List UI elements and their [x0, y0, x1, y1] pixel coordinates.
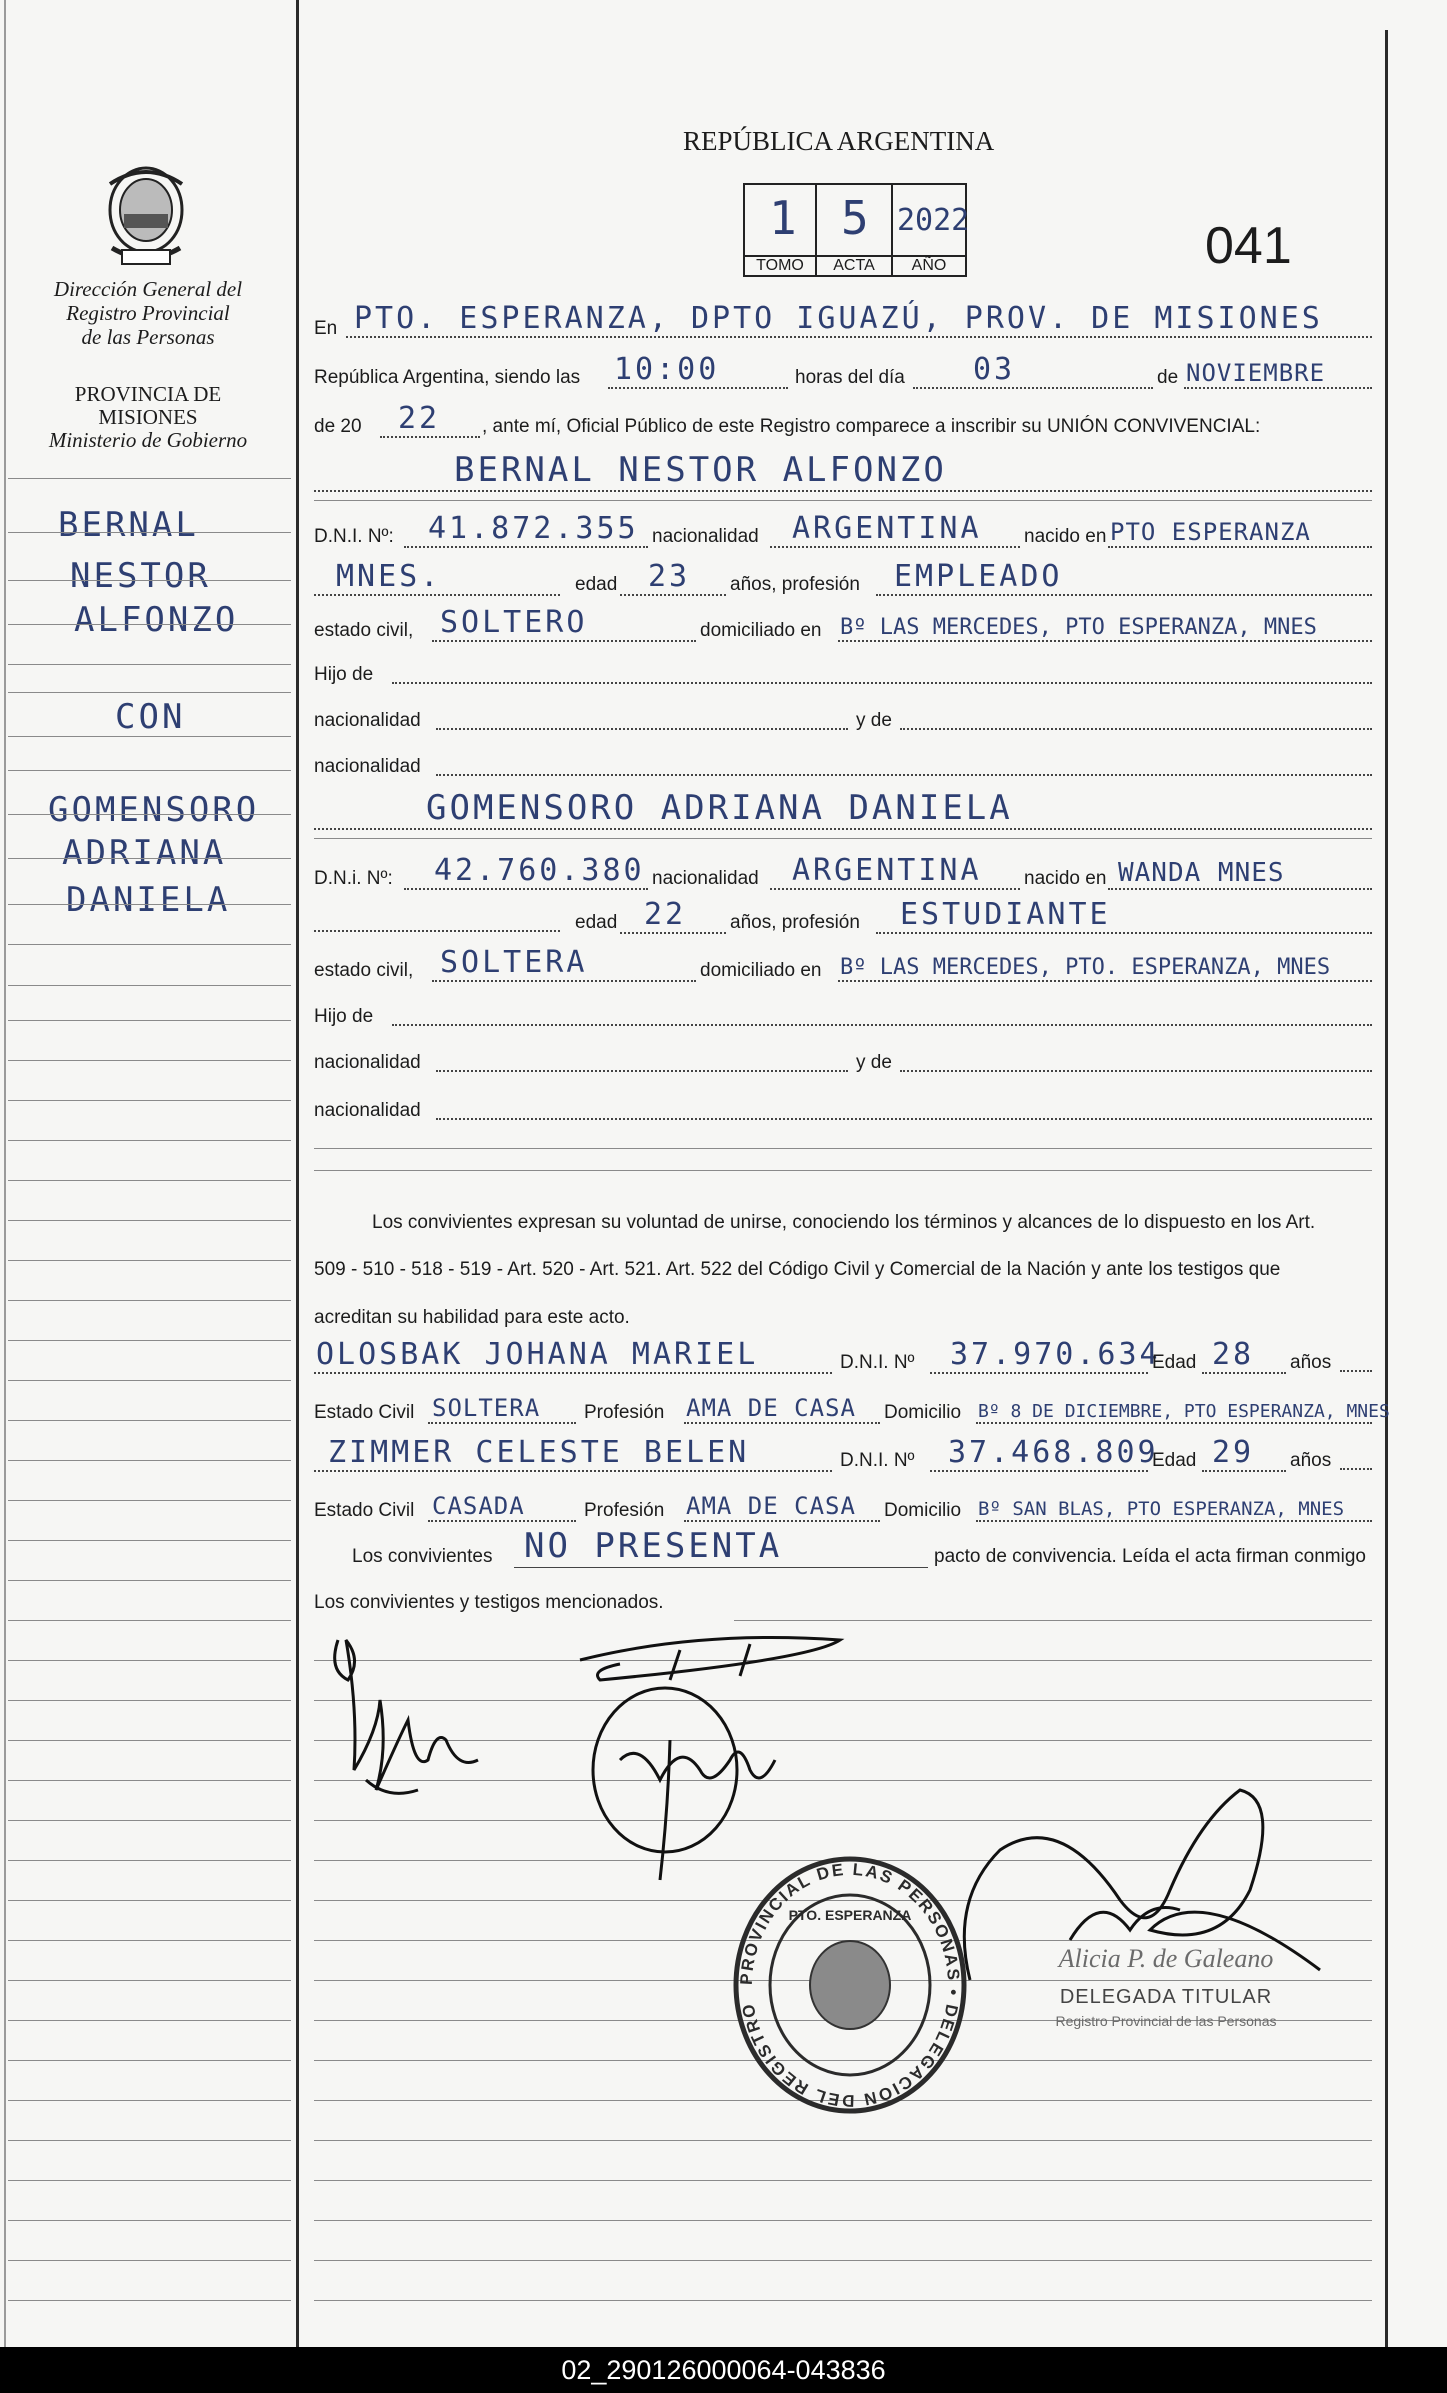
- label-nacionalidad: nacionalidad: [314, 710, 421, 731]
- value-mes: NOVIEMBRE: [1186, 359, 1326, 387]
- sidebar-hw-name1: NESTOR: [70, 556, 211, 596]
- left-ruled-lines: [8, 0, 291, 2347]
- value-testigo1-dni: 37.970.634: [950, 1337, 1161, 1372]
- value-testigo1-domicilio: Bº 8 DE DICIEMBRE, PTO ESPERANZA, MNES: [978, 1401, 1390, 1422]
- value-conv1-domicilio: Bº LAS MERCEDES, PTO ESPERANZA, MNES: [840, 615, 1317, 640]
- label-estado: estado civil,: [314, 960, 414, 981]
- value-conv1-nacido: PTO ESPERANZA: [1110, 518, 1311, 546]
- legal-text-line3: acreditan su habilidad para este acto.: [314, 1307, 630, 1328]
- label-nacionalidad: nacionalidad: [314, 1100, 421, 1121]
- label-pacto: pacto de convivencia. Leída el acta firman conmigo: [934, 1546, 1366, 1567]
- label-horas: horas del día: [795, 367, 905, 388]
- sidebar-hw-con: CON: [115, 697, 186, 737]
- signature-testigo: [560, 1620, 860, 1890]
- label-nacido: nacido en: [1024, 526, 1107, 547]
- acta-label: ACTA: [817, 255, 891, 275]
- footer-id: 02_290126000064-043836: [0, 2347, 1447, 2393]
- province-line: MISIONES: [98, 405, 198, 429]
- value-anio2: 22: [398, 401, 441, 436]
- legal-text-line1: Los convivientes expresan su voluntad de unirse, conociendo los términos y alcances de lo dispuesto en los Art.: [372, 1212, 1316, 1233]
- value-conv1-nacido2: MNES.: [336, 559, 442, 594]
- label-los-convivientes: Los convivientes: [352, 1546, 493, 1567]
- official-name: Alicia P. de Galeano: [1058, 1944, 1274, 1973]
- folio-number: 041: [1205, 217, 1292, 275]
- value-conv2-dni: 42.760.380: [434, 853, 645, 888]
- tomo-value: 1: [769, 191, 800, 245]
- label-anos-testigo: años: [1290, 1352, 1332, 1373]
- sidebar-hw-name2: DANIELA: [66, 880, 231, 920]
- value-conv2-nombre: GOMENSORO ADRIANA DANIELA: [426, 788, 1013, 828]
- value-conv1-edad: 23: [648, 559, 691, 594]
- label-republica: República Argentina, siendo las: [314, 367, 581, 388]
- country-title: REPÚBLICA ARGENTINA: [683, 126, 995, 156]
- label-dni: D.N.i. Nº:: [314, 868, 393, 889]
- org-line: Dirección General del: [53, 277, 243, 301]
- stamp-outer-text: PROVINCIAL DE LAS PERSONAS • DELEGACION DEL REGISTRO: [736, 1859, 964, 2111]
- value-conv2-domicilio: Bº LAS MERCEDES, PTO. ESPERANZA, MNES: [840, 955, 1331, 980]
- label-yde: y de: [856, 1052, 892, 1073]
- label-edad-testigo: Edad: [1152, 1450, 1197, 1471]
- value-conv1-dni: 41.872.355: [428, 511, 639, 546]
- province-line: PROVINCIA DE: [74, 382, 222, 406]
- value-hora: 10:00: [614, 352, 720, 387]
- label-domiciliado: domiciliado en: [700, 960, 822, 981]
- label-domicilio-testigo: Domicilio: [884, 1402, 962, 1423]
- value-conv1-profesion: EMPLEADO: [894, 559, 1063, 594]
- tomo-label: TOMO: [745, 255, 815, 275]
- label-dni-testigo: D.N.I. Nº: [840, 1352, 915, 1373]
- value-pacto: NO PRESENTA: [524, 1526, 783, 1566]
- label-edad: edad: [575, 912, 618, 933]
- label-hijo: Hijo de: [314, 664, 374, 685]
- value-testigo2-estado: CASADA: [432, 1492, 525, 1520]
- label-anios-profesion: años, profesión: [730, 912, 860, 933]
- value-conv2-nacido: WANDA MNES: [1118, 858, 1285, 888]
- label-de: de: [1157, 367, 1179, 388]
- label-nacionalidad: nacionalidad: [652, 526, 759, 547]
- ministry-line: Ministerio de Gobierno: [48, 428, 248, 452]
- label-cierre: Los convivientes y testigos mencionados.: [314, 1592, 664, 1613]
- value-testigo2-profesion: AMA DE CASA: [686, 1492, 856, 1520]
- label-nacionalidad: nacionalidad: [652, 868, 759, 889]
- value-conv2-profesion: ESTUDIANTE: [900, 897, 1111, 932]
- value-lugar: PTO. ESPERANZA, DPTO IGUAZÚ, PROV. DE MISIONES: [354, 301, 1323, 336]
- value-conv1-nacionalidad: ARGENTINA: [792, 511, 982, 546]
- value-testigo1-edad: 28: [1212, 1337, 1255, 1372]
- acta-value: 5: [841, 191, 872, 245]
- value-testigo1-profesion: AMA DE CASA: [686, 1394, 856, 1422]
- value-testigo2-nombre: ZIMMER CELESTE BELEN: [328, 1435, 750, 1470]
- legal-text-line2: 509 - 510 - 518 - 519 - Art. 520 - Art. 521. Art. 522 del Código Civil y Comercial de la Nación y ante los testigos que: [314, 1259, 1281, 1280]
- sidebar-hw-name1: BERNAL: [58, 505, 199, 545]
- value-conv1-nombre: BERNAL NESTOR ALFONZO: [454, 450, 947, 490]
- signature-conviviente1: [318, 1620, 498, 1820]
- registry-stamp: [730, 1852, 970, 2118]
- label-estado-testigo: Estado Civil: [314, 1500, 415, 1521]
- anio-value: 2022: [897, 203, 970, 238]
- label-ante: , ante mí, Oficial Público de este Registro comparece a inscribir su UNIÓN CONVIVENCIAL:: [482, 416, 1261, 437]
- label-en: En: [314, 318, 338, 339]
- label-nacionalidad: nacionalidad: [314, 756, 421, 777]
- right-margin-line: [1385, 30, 1388, 2347]
- label-edad: edad: [575, 574, 618, 595]
- label-domiciliado: domiciliado en: [700, 620, 822, 641]
- stamp-inner-text: PTO. ESPERANZA: [788, 1907, 912, 1923]
- label-estado: estado civil,: [314, 620, 414, 641]
- value-conv2-edad: 22: [644, 897, 687, 932]
- official-title: DELEGADA TITULAR: [1059, 1986, 1273, 2008]
- value-conv2-estado: SOLTERA: [440, 945, 588, 980]
- label-anios-profesion: años, profesión: [730, 574, 860, 595]
- sidebar-hw-name2: GOMENSORO: [48, 790, 260, 830]
- label-estado-testigo: Estado Civil: [314, 1402, 415, 1423]
- label-hijo: Hijo de: [314, 1006, 374, 1027]
- sidebar-hw-name1: ALFONZO: [74, 600, 239, 640]
- org-line: de las Personas: [81, 325, 215, 349]
- edge-line: [4, 0, 6, 2347]
- value-testigo2-dni: 37.468.809: [948, 1435, 1159, 1470]
- value-dia: 03: [973, 352, 1016, 387]
- label-profesion-testigo: Profesión: [584, 1500, 665, 1521]
- value-testigo1-nombre: OLOSBAK JOHANA MARIEL: [316, 1337, 759, 1372]
- label-domicilio-testigo: Domicilio: [884, 1500, 962, 1521]
- value-conv2-nacionalidad: ARGENTINA: [792, 853, 982, 888]
- label-nacionalidad: nacionalidad: [314, 1052, 421, 1073]
- sidebar-hw-name2: ADRIANA: [62, 833, 227, 873]
- label-dni: D.N.I. Nº:: [314, 526, 394, 547]
- official-seal: [1016, 1944, 1316, 2054]
- label-nacido: nacido en: [1024, 868, 1107, 889]
- value-conv1-estado: SOLTERO: [440, 605, 588, 640]
- anio-label: AÑO: [893, 255, 965, 275]
- org-line: Registro Provincial: [66, 301, 230, 325]
- label-anos-testigo: años: [1290, 1450, 1332, 1471]
- value-testigo2-domicilio: Bº SAN BLAS, PTO ESPERANZA, MNES: [978, 1498, 1345, 1520]
- official-registry: Registro Provincial de las Personas: [1055, 2013, 1277, 2029]
- label-de20: de 20: [314, 416, 362, 437]
- label-edad-testigo: Edad: [1152, 1352, 1197, 1373]
- label-dni-testigo: D.N.I. Nº: [840, 1450, 915, 1471]
- value-testigo2-edad: 29: [1212, 1435, 1255, 1470]
- left-margin-line: [296, 0, 299, 2347]
- label-yde: y de: [856, 710, 892, 731]
- value-testigo1-estado: SOLTERA: [432, 1394, 541, 1422]
- label-profesion-testigo: Profesión: [584, 1402, 665, 1423]
